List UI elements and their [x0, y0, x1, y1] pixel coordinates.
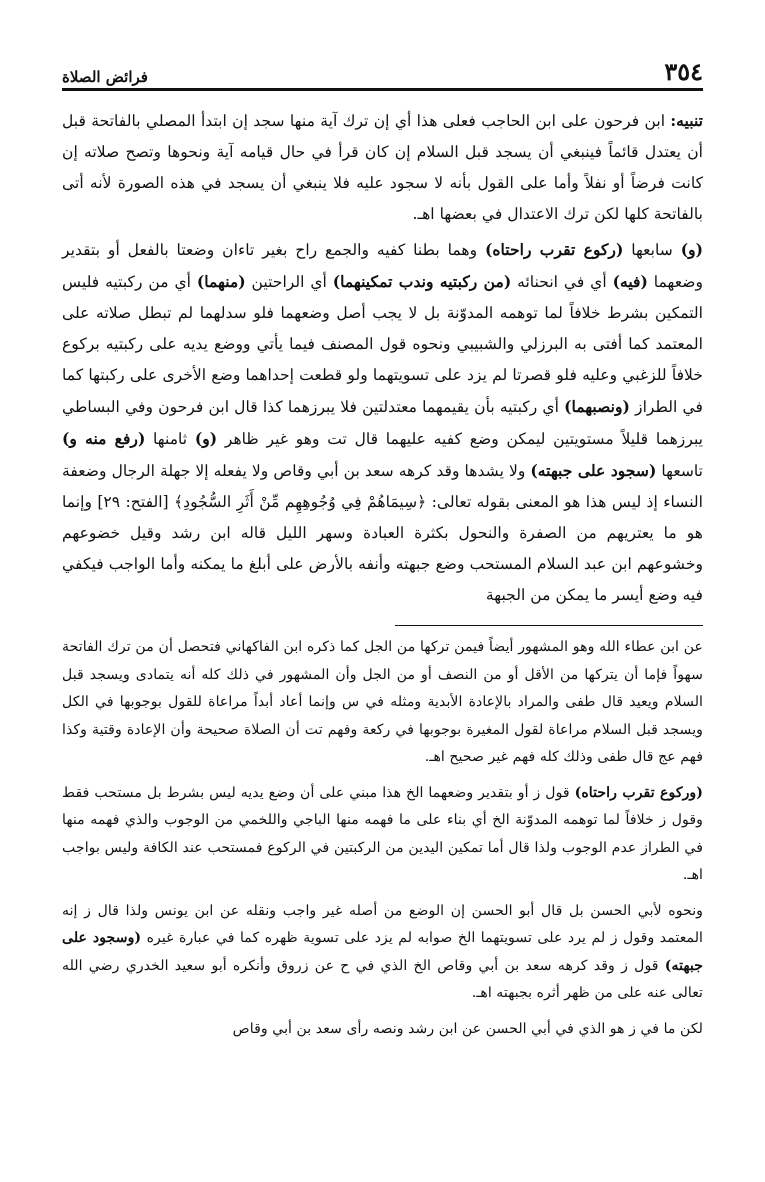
note-lead: تنبيه:	[670, 111, 703, 130]
matn-phrase: (وسجود على جبهته)	[62, 930, 703, 974]
footnote-paragraph-3	[62, 898, 703, 1008]
commentary-text: ثامنها	[145, 430, 195, 448]
commentary-text: أي من ركبتيه فليس التمكين بشرط خلافاً لما توهمه المدوّنة بل لا يجب أصل وضعهما فلو سدلهما لم تبطل صلاته على المعتمد كما أفتى به البرزلي والشبيبي ونحوه قول المصنف فيما يأتي ووضع يديه على ركبتيه بركوع خلافاً للزغبي وعليه فلو قصرتا لم يزد على تسويتهما ولو قطعت إحداهما وضع الأخرى على ركبتها كما في الطراز	[62, 273, 703, 416]
running-title: فرائض الصلاة	[62, 68, 148, 86]
page-header	[62, 52, 703, 91]
footnote-text: قول ز أو بتقدير وضعهما الخ هذا مبني على أن وضع يديه ليس بشرط بل مستحب فقط وقول ز خلافاً لما توهمه المدوّنة الخ أي بناء على ما فهمه منها الباجي واللخمي من الوجوب والذي فهمه منها في الطراز عدم الوجوب ولذا قال أما تمكين اليدين من الركبتين في الركوع فمستحب عند الكافة وليس بواجب اهـ.	[62, 784, 703, 883]
commentary-text: أي ركبتيه بأن يقيمهما معتدلتين فلا يبرزهما كذا قال ابن فرحون وفي البساطي يبرزهما قليلاً مستويتين ليمكن وضع كفيه عليهما قال تت وهو غير ظاهر	[62, 398, 703, 448]
page-number: ٣٥٤	[664, 57, 703, 86]
matn-phrase: (من ركبتيه وندب تمكينهما)	[332, 272, 512, 291]
commentary-text: أي الراحتين	[245, 273, 333, 291]
commentary-text: تاسعها	[656, 462, 704, 480]
matn-phrase: (سجود على جبهته)	[530, 461, 657, 480]
footnote-paragraph-2	[62, 780, 703, 890]
matn-phrase: (وركوع تقرب راحتاه)	[574, 784, 704, 801]
matn-phrase: (و)	[194, 429, 218, 448]
paragraph-text: ابن فرحون على ابن الحاجب فعلى هذا أي إن ترك آية منها سجد إن ابتدأ المصلي بالفاتحة قبل أن يعتدل قائماً فينبغي أن يسجد قبل السلام إن كان قرأ في حال قيامه آية ونحوها وتصح صلاته إن كانت فرضاً أو نفلاً وأما على القول بأنه لا سجود عليه فلا ينبغي أن يسجد في هذه الصورة لأنه أتى بالفاتحة كلها لكن ترك الاعتدال في بعضها اهـ.	[62, 112, 703, 223]
commentary-text: أي في انحنائه	[511, 273, 613, 291]
commentary-text: ولا يشدها وقد كرهه سعد بن أبي وقاص ولا يفعله إلا جهلة الرجال وضعفة النساء إذ ليس هذا هو المعنى بقوله تعالى:	[62, 462, 703, 511]
footnote-text: ونحوه لأبي الحسن بل قال أبو الحسن إن الوضع من أصله غير واجب ونقله عن ابن يونس ولذا قال ز إنه المعتمد وقول ز لم يرد على تسويتهما الخ صوابه لم يزد على تسوية ظهره كما في عبارة غيره	[62, 902, 704, 946]
commentary-text: وهما بطنا كفيه والجمع راح بغير تاءان وضعتا بالفعل أو بتقدير وضعهما	[62, 241, 703, 291]
main-text	[62, 105, 703, 611]
matn-phrase: (ونصبهما)	[564, 397, 630, 416]
commentary-text: سابعها	[623, 241, 681, 259]
footnotes	[62, 634, 703, 1043]
main-paragraph-1	[62, 105, 703, 230]
footnote-paragraph-1: عن ابن عطاء الله وهو المشهور أيضاً فيمن تركها من الجل كما ذكره ابن الفاكهاني فتحصل أن من ترك الفاتحة سهواً فإما أن يتركها من الأقل أو من النصف أو من الجل وأن المشهور في ذلك كله أنه يتمادى ويسجد قبل السلام ويعيد قال طفى والمراد بالإعادة الأبدية ومثله في س وإنما أعاد أبداً مراعاة للقول بوجوبها في الكل ويسجد قبل السلام مراعاة لقول المغيرة بوجوبها في ركعة وفهم تت أن الصلاة صحيحة وأن الإعادة وقتية وكذا فهم عج قال طفى وذلك كله فهم غير صحيح اهـ.	[62, 639, 703, 765]
matn-phrase: (و)	[680, 240, 703, 259]
footnote-paragraph-4: لكن ما في ز هو الذي في أبي الحسن عن ابن رشد ونصه رأى سعد بن أبي وقاص	[232, 1020, 703, 1037]
matn-phrase: (فيه)	[612, 272, 648, 291]
footnote-divider	[395, 625, 703, 626]
commentary-text: [الفتح: ٢٩] وإنما هو ما يعتريهم من الصفرة والنحول بكثرة العبادة وسهر الليل قاله ابن رشد وقيل خضوعهم وخشوعهم ابن عبد السلام المستحب وضع جبهته وأنفه بالأرض على أبلغ ما يمكنه وأما الواجب فيكفي فيه وضع أيسر ما يمكن من الجبهة	[62, 493, 703, 604]
matn-phrase: (منهما)	[196, 272, 246, 291]
matn-phrase: (رفع منه و)	[62, 429, 146, 448]
main-paragraph-2	[62, 234, 703, 611]
quran-verse: ﴿سِيمَاهُمْ فِي وُجُوهِهِم مِّنْ أَثَرِ السُّجُودِ﴾	[174, 493, 427, 511]
footnote-text: قول ز وقد كرهه سعد بن أبي وقاص الخ الذي في ح عن زروق وأنكره أبو سعيد الخدري رضي الله تعالى عنه على من ظهر أثره بجبهته اهـ.	[62, 957, 703, 1001]
matn-phrase: (ركوع تقرب راحتاه)	[484, 240, 624, 259]
